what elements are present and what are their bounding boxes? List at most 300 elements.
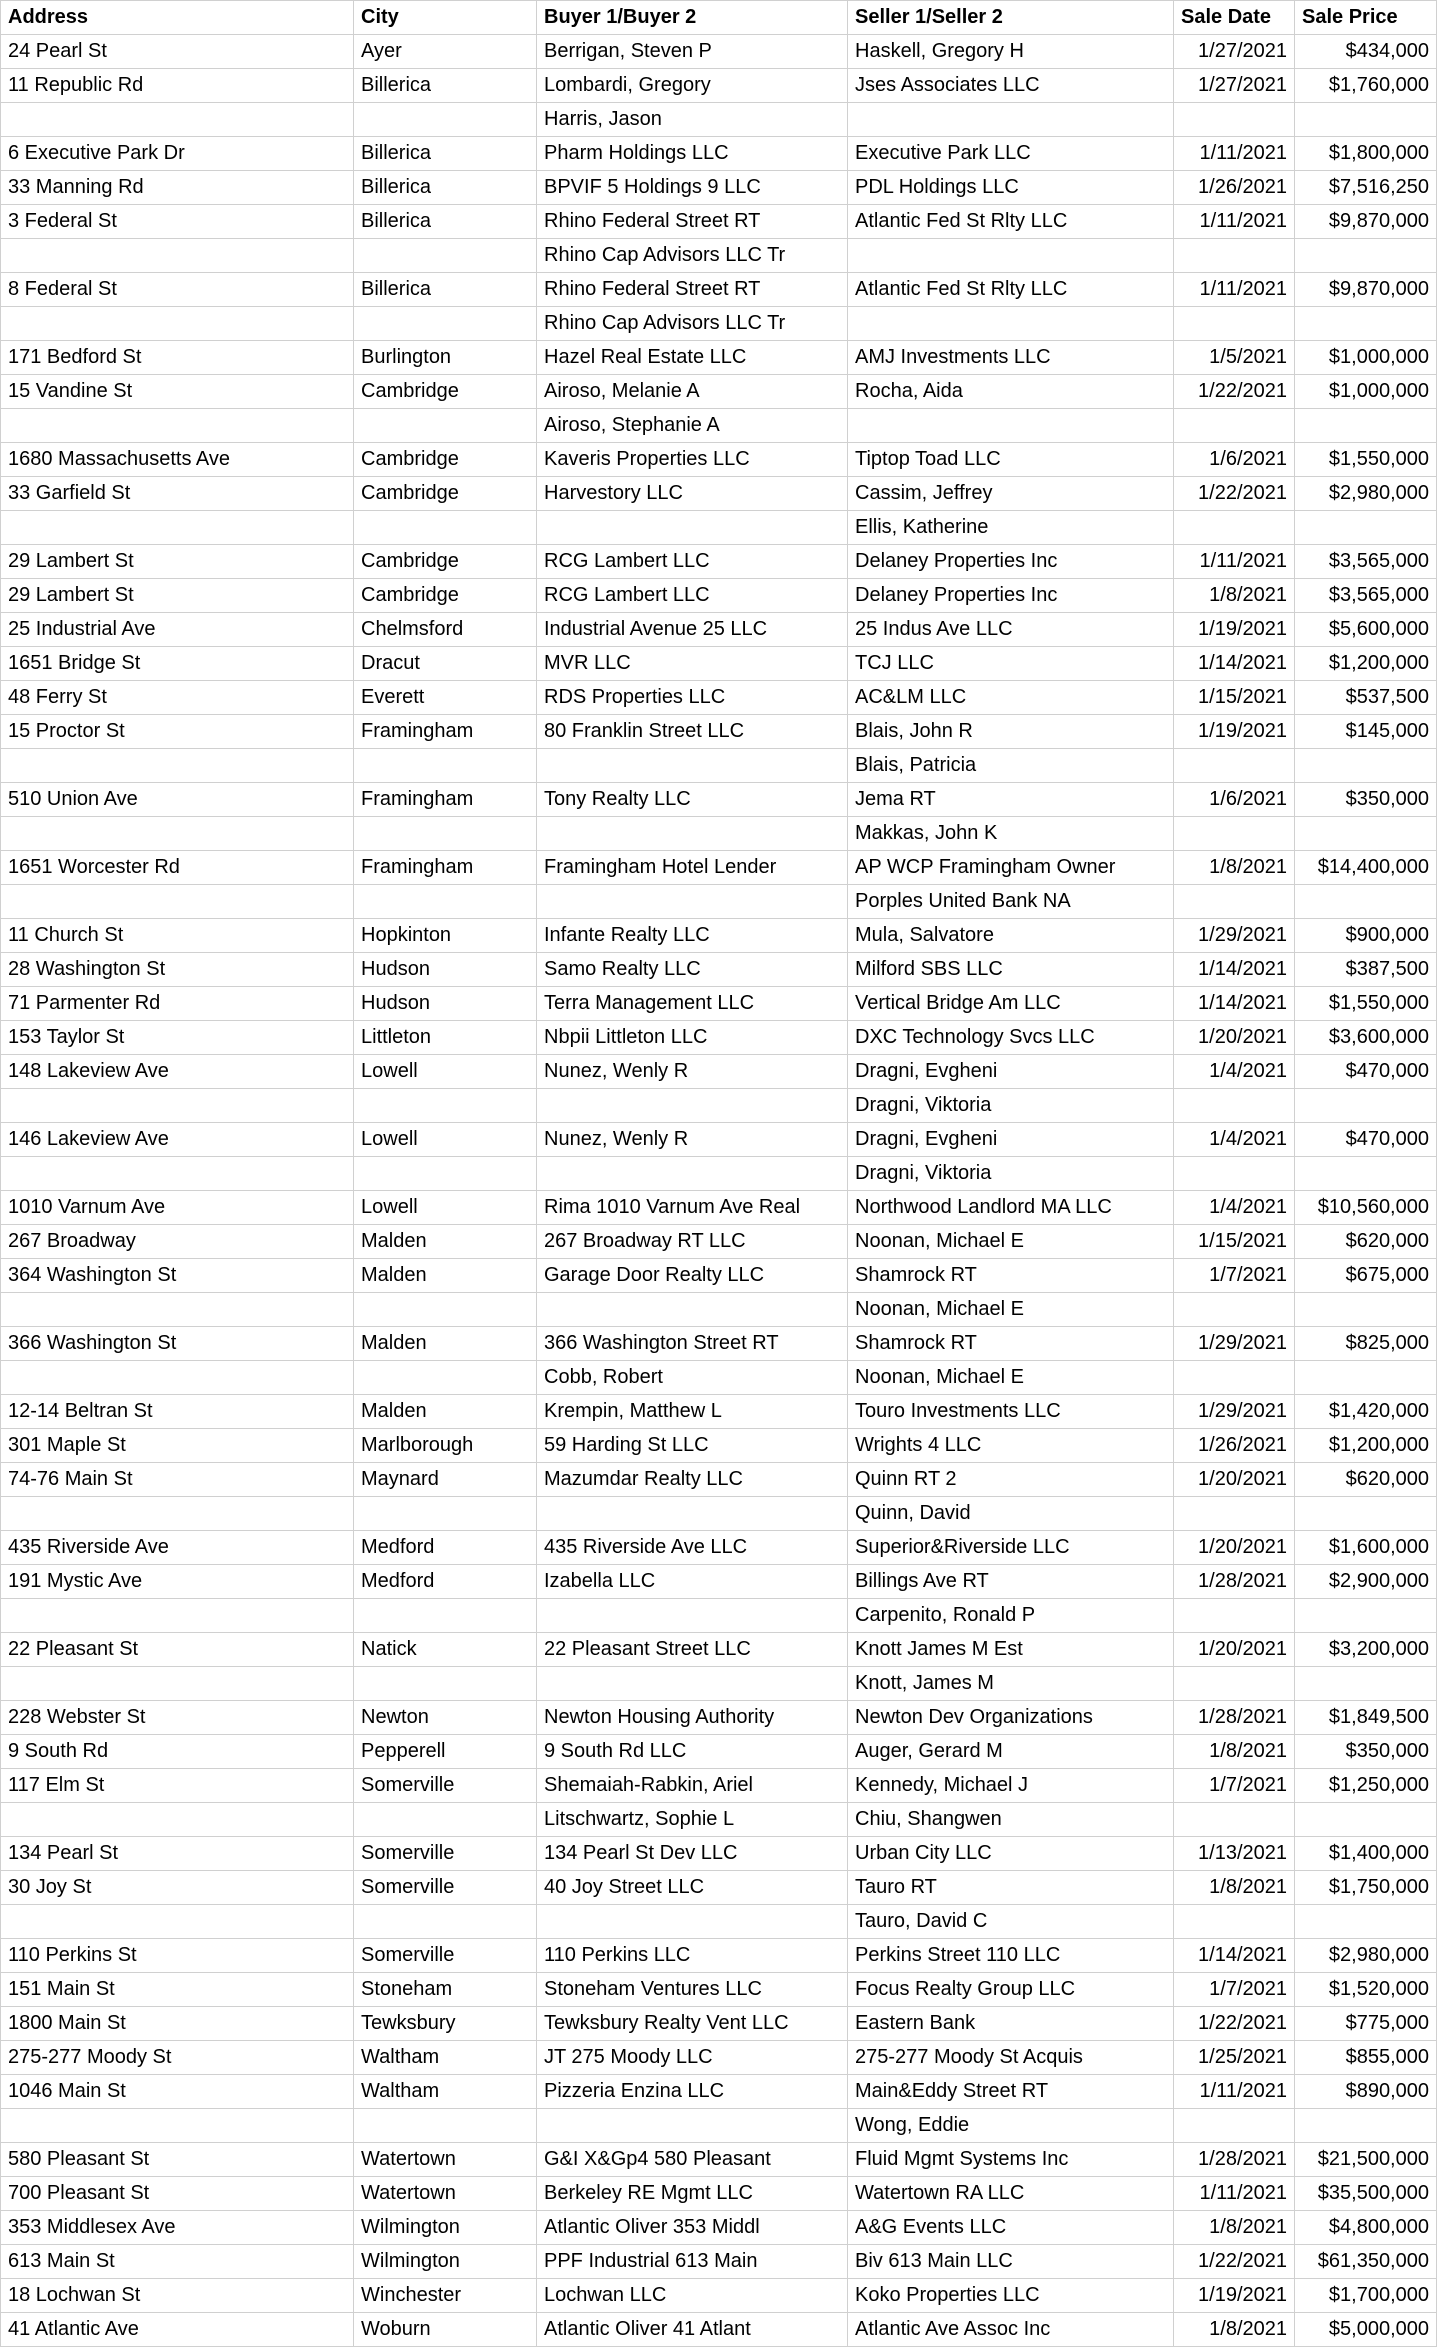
cell-address[interactable]: 580 Pleasant St [1, 2143, 354, 2177]
cell-address[interactable]: 151 Main St [1, 1973, 354, 2007]
cell-sellers[interactable]: Noonan, Michael E [848, 1225, 1174, 1259]
cell-city[interactable] [354, 1599, 537, 1633]
cell-sale_price[interactable] [1295, 409, 1437, 443]
cell-sellers[interactable]: Knott James M Est [848, 1633, 1174, 1667]
cell-address[interactable] [1, 511, 354, 545]
cell-sellers[interactable]: Dragni, Viktoria [848, 1089, 1174, 1123]
cell-address[interactable]: 24 Pearl St [1, 35, 354, 69]
cell-sale_price[interactable]: $387,500 [1295, 953, 1437, 987]
cell-address[interactable]: 28 Washington St [1, 953, 354, 987]
cell-sale_price[interactable]: $3,200,000 [1295, 1633, 1437, 1667]
cell-sale_price[interactable]: $434,000 [1295, 35, 1437, 69]
cell-sale_date[interactable] [1174, 409, 1295, 443]
cell-city[interactable]: Ayer [354, 35, 537, 69]
cell-sale_price[interactable]: $5,600,000 [1295, 613, 1437, 647]
cell-sale_date[interactable] [1174, 1599, 1295, 1633]
cell-sale_date[interactable]: 1/4/2021 [1174, 1055, 1295, 1089]
cell-buyers[interactable]: 267 Broadway RT LLC [537, 1225, 848, 1259]
cell-sellers[interactable]: AP WCP Framingham Owner [848, 851, 1174, 885]
cell-sale_date[interactable]: 1/28/2021 [1174, 1565, 1295, 1599]
cell-sale_date[interactable]: 1/27/2021 [1174, 69, 1295, 103]
cell-city[interactable] [354, 511, 537, 545]
cell-address[interactable]: 1651 Bridge St [1, 647, 354, 681]
cell-city[interactable] [354, 103, 537, 137]
cell-buyers[interactable]: 40 Joy Street LLC [537, 1871, 848, 1905]
cell-buyers[interactable] [537, 749, 848, 783]
cell-sale_price[interactable] [1295, 885, 1437, 919]
cell-city[interactable] [354, 409, 537, 443]
cell-buyers[interactable]: Tony Realty LLC [537, 783, 848, 817]
cell-city[interactable]: Billerica [354, 273, 537, 307]
cell-address[interactable]: 613 Main St [1, 2245, 354, 2279]
cell-city[interactable]: Billerica [354, 205, 537, 239]
cell-sale_price[interactable] [1295, 1089, 1437, 1123]
cell-sale_date[interactable]: 1/11/2021 [1174, 2075, 1295, 2109]
cell-address[interactable]: 1651 Worcester Rd [1, 851, 354, 885]
cell-city[interactable]: Somerville [354, 1837, 537, 1871]
cell-address[interactable]: 1010 Varnum Ave [1, 1191, 354, 1225]
cell-buyers[interactable]: Rhino Cap Advisors LLC Tr [537, 239, 848, 273]
cell-sellers[interactable]: Eastern Bank [848, 2007, 1174, 2041]
cell-sellers[interactable]: Noonan, Michael E [848, 1293, 1174, 1327]
cell-city[interactable]: Malden [354, 1395, 537, 1429]
cell-sale_price[interactable]: $1,760,000 [1295, 69, 1437, 103]
cell-address[interactable]: 15 Proctor St [1, 715, 354, 749]
cell-sale_price[interactable]: $1,520,000 [1295, 1973, 1437, 2007]
cell-sale_price[interactable] [1295, 103, 1437, 137]
cell-buyers[interactable] [537, 1905, 848, 1939]
cell-sellers[interactable]: Touro Investments LLC [848, 1395, 1174, 1429]
cell-address[interactable] [1, 1905, 354, 1939]
cell-address[interactable]: 364 Washington St [1, 1259, 354, 1293]
cell-address[interactable]: 275-277 Moody St [1, 2041, 354, 2075]
cell-city[interactable]: Woburn [354, 2313, 537, 2347]
cell-city[interactable]: Wilmington [354, 2245, 537, 2279]
cell-city[interactable]: Newton [354, 1701, 537, 1735]
cell-sale_date[interactable]: 1/6/2021 [1174, 783, 1295, 817]
cell-sale_price[interactable]: $9,870,000 [1295, 205, 1437, 239]
cell-address[interactable]: 48 Ferry St [1, 681, 354, 715]
cell-sellers[interactable] [848, 103, 1174, 137]
cell-buyers[interactable]: Pizzeria Enzina LLC [537, 2075, 848, 2109]
cell-sellers[interactable]: Mula, Salvatore [848, 919, 1174, 953]
cell-buyers[interactable]: MVR LLC [537, 647, 848, 681]
cell-city[interactable] [354, 749, 537, 783]
cell-sale_price[interactable] [1295, 1157, 1437, 1191]
cell-sale_price[interactable]: $470,000 [1295, 1055, 1437, 1089]
cell-sale_date[interactable] [1174, 1905, 1295, 1939]
cell-city[interactable]: Waltham [354, 2075, 537, 2109]
cell-sellers[interactable]: Auger, Gerard M [848, 1735, 1174, 1769]
cell-address[interactable]: 11 Republic Rd [1, 69, 354, 103]
cell-sale_date[interactable]: 1/7/2021 [1174, 1259, 1295, 1293]
cell-sale_price[interactable]: $2,900,000 [1295, 1565, 1437, 1599]
cell-address[interactable]: 41 Atlantic Ave [1, 2313, 354, 2347]
cell-sale_price[interactable]: $14,400,000 [1295, 851, 1437, 885]
cell-city[interactable]: Waltham [354, 2041, 537, 2075]
cell-address[interactable] [1, 885, 354, 919]
cell-sale_price[interactable] [1295, 1599, 1437, 1633]
cell-sale_date[interactable]: 1/8/2021 [1174, 1871, 1295, 1905]
cell-buyers[interactable]: Kaveris Properties LLC [537, 443, 848, 477]
cell-sale_date[interactable] [1174, 239, 1295, 273]
cell-address[interactable] [1, 1599, 354, 1633]
cell-sellers[interactable]: Superior&Riverside LLC [848, 1531, 1174, 1565]
cell-address[interactable] [1, 1803, 354, 1837]
cell-sellers[interactable]: Carpenito, Ronald P [848, 1599, 1174, 1633]
cell-buyers[interactable]: Lombardi, Gregory [537, 69, 848, 103]
cell-sellers[interactable]: Blais, John R [848, 715, 1174, 749]
cell-city[interactable] [354, 1667, 537, 1701]
cell-sale_price[interactable] [1295, 239, 1437, 273]
cell-address[interactable]: 435 Riverside Ave [1, 1531, 354, 1565]
cell-city[interactable]: Natick [354, 1633, 537, 1667]
cell-sellers[interactable] [848, 307, 1174, 341]
cell-city[interactable]: Stoneham [354, 1973, 537, 2007]
cell-sale_date[interactable] [1174, 2109, 1295, 2143]
cell-sale_date[interactable]: 1/14/2021 [1174, 647, 1295, 681]
cell-sale_price[interactable] [1295, 817, 1437, 851]
cell-sellers[interactable]: Atlantic Fed St Rlty LLC [848, 205, 1174, 239]
cell-buyers[interactable]: Izabella LLC [537, 1565, 848, 1599]
cell-sale_date[interactable] [1174, 885, 1295, 919]
cell-city[interactable]: Winchester [354, 2279, 537, 2313]
cell-buyers[interactable]: Samo Realty LLC [537, 953, 848, 987]
cell-city[interactable]: Billerica [354, 69, 537, 103]
cell-sale_price[interactable]: $2,980,000 [1295, 477, 1437, 511]
cell-buyers[interactable]: Tewksbury Realty Vent LLC [537, 2007, 848, 2041]
cell-address[interactable]: 33 Manning Rd [1, 171, 354, 205]
cell-buyers[interactable]: Framingham Hotel Lender [537, 851, 848, 885]
cell-address[interactable]: 228 Webster St [1, 1701, 354, 1735]
cell-sale_date[interactable]: 1/29/2021 [1174, 1327, 1295, 1361]
cell-sale_date[interactable]: 1/29/2021 [1174, 919, 1295, 953]
cell-address[interactable]: 117 Elm St [1, 1769, 354, 1803]
cell-buyers[interactable]: BPVIF 5 Holdings 9 LLC [537, 171, 848, 205]
cell-address[interactable]: 1680 Massachusetts Ave [1, 443, 354, 477]
cell-buyers[interactable] [537, 1497, 848, 1531]
cell-sale_price[interactable]: $675,000 [1295, 1259, 1437, 1293]
cell-sellers[interactable]: Northwood Landlord MA LLC [848, 1191, 1174, 1225]
cell-buyers[interactable]: RCG Lambert LLC [537, 545, 848, 579]
cell-city[interactable]: Littleton [354, 1021, 537, 1055]
cell-address[interactable]: 171 Bedford St [1, 341, 354, 375]
cell-buyers[interactable] [537, 1089, 848, 1123]
cell-buyers[interactable]: G&I X&Gp4 580 Pleasant [537, 2143, 848, 2177]
cell-sellers[interactable]: Perkins Street 110 LLC [848, 1939, 1174, 1973]
cell-sale_price[interactable] [1295, 1803, 1437, 1837]
cell-buyers[interactable]: RDS Properties LLC [537, 681, 848, 715]
cell-address[interactable]: 134 Pearl St [1, 1837, 354, 1871]
cell-sellers[interactable]: Quinn, David [848, 1497, 1174, 1531]
cell-sale_date[interactable]: 1/11/2021 [1174, 2177, 1295, 2211]
cell-sale_price[interactable]: $775,000 [1295, 2007, 1437, 2041]
cell-sale_price[interactable]: $890,000 [1295, 2075, 1437, 2109]
cell-sale_date[interactable]: 1/25/2021 [1174, 2041, 1295, 2075]
cell-city[interactable]: Hudson [354, 953, 537, 987]
cell-sellers[interactable]: TCJ LLC [848, 647, 1174, 681]
cell-sale_price[interactable]: $7,516,250 [1295, 171, 1437, 205]
cell-sale_date[interactable]: 1/15/2021 [1174, 1225, 1295, 1259]
cell-buyers[interactable]: Industrial Avenue 25 LLC [537, 613, 848, 647]
cell-sellers[interactable]: DXC Technology Svcs LLC [848, 1021, 1174, 1055]
cell-city[interactable]: Lowell [354, 1055, 537, 1089]
cell-buyers[interactable]: Litschwartz, Sophie L [537, 1803, 848, 1837]
cell-address[interactable]: 15 Vandine St [1, 375, 354, 409]
cell-sellers[interactable]: Dragni, Evgheni [848, 1055, 1174, 1089]
cell-buyers[interactable]: PPF Industrial 613 Main [537, 2245, 848, 2279]
cell-address[interactable]: 11 Church St [1, 919, 354, 953]
cell-sale_price[interactable] [1295, 1497, 1437, 1531]
cell-buyers[interactable]: 134 Pearl St Dev LLC [537, 1837, 848, 1871]
cell-buyers[interactable]: Garage Door Realty LLC [537, 1259, 848, 1293]
cell-city[interactable]: Maynard [354, 1463, 537, 1497]
cell-sellers[interactable]: Fluid Mgmt Systems Inc [848, 2143, 1174, 2177]
cell-buyers[interactable]: Nunez, Wenly R [537, 1055, 848, 1089]
cell-sale_date[interactable]: 1/29/2021 [1174, 1395, 1295, 1429]
cell-address[interactable]: 267 Broadway [1, 1225, 354, 1259]
cell-city[interactable]: Cambridge [354, 477, 537, 511]
cell-buyers[interactable]: Krempin, Matthew L [537, 1395, 848, 1429]
cell-sale_price[interactable]: $9,870,000 [1295, 273, 1437, 307]
cell-city[interactable]: Cambridge [354, 375, 537, 409]
cell-address[interactable]: 8 Federal St [1, 273, 354, 307]
cell-sale_price[interactable]: $1,200,000 [1295, 647, 1437, 681]
cell-city[interactable] [354, 239, 537, 273]
cell-sale_price[interactable] [1295, 2109, 1437, 2143]
cell-sellers[interactable]: Shamrock RT [848, 1259, 1174, 1293]
column-header-address[interactable]: Address [1, 1, 354, 35]
cell-sale_date[interactable]: 1/11/2021 [1174, 545, 1295, 579]
cell-sale_date[interactable]: 1/15/2021 [1174, 681, 1295, 715]
cell-address[interactable]: 29 Lambert St [1, 545, 354, 579]
cell-address[interactable] [1, 307, 354, 341]
cell-sale_date[interactable]: 1/14/2021 [1174, 987, 1295, 1021]
cell-sale_date[interactable]: 1/11/2021 [1174, 205, 1295, 239]
cell-sale_price[interactable]: $1,550,000 [1295, 443, 1437, 477]
cell-sale_price[interactable]: $4,800,000 [1295, 2211, 1437, 2245]
cell-sale_date[interactable] [1174, 1497, 1295, 1531]
cell-sale_price[interactable]: $1,420,000 [1295, 1395, 1437, 1429]
cell-sale_price[interactable]: $3,600,000 [1295, 1021, 1437, 1055]
cell-sale_price[interactable]: $470,000 [1295, 1123, 1437, 1157]
cell-city[interactable] [354, 1803, 537, 1837]
cell-city[interactable]: Somerville [354, 1939, 537, 1973]
column-header-sellers[interactable]: Seller 1/Seller 2 [848, 1, 1174, 35]
cell-sale_price[interactable] [1295, 1905, 1437, 1939]
cell-city[interactable]: Cambridge [354, 443, 537, 477]
cell-sellers[interactable]: 25 Indus Ave LLC [848, 613, 1174, 647]
cell-buyers[interactable]: Rhino Federal Street RT [537, 205, 848, 239]
cell-sale_price[interactable] [1295, 749, 1437, 783]
cell-address[interactable]: 110 Perkins St [1, 1939, 354, 1973]
cell-address[interactable]: 25 Industrial Ave [1, 613, 354, 647]
cell-sale_price[interactable]: $900,000 [1295, 919, 1437, 953]
cell-city[interactable]: Billerica [354, 137, 537, 171]
cell-address[interactable]: 366 Washington St [1, 1327, 354, 1361]
cell-city[interactable]: Dracut [354, 647, 537, 681]
cell-address[interactable] [1, 817, 354, 851]
cell-address[interactable]: 510 Union Ave [1, 783, 354, 817]
cell-sale_price[interactable] [1295, 511, 1437, 545]
cell-sale_date[interactable]: 1/6/2021 [1174, 443, 1295, 477]
cell-address[interactable]: 191 Mystic Ave [1, 1565, 354, 1599]
cell-city[interactable]: Somerville [354, 1769, 537, 1803]
cell-address[interactable]: 71 Parmenter Rd [1, 987, 354, 1021]
cell-sale_price[interactable]: $145,000 [1295, 715, 1437, 749]
cell-buyers[interactable]: 80 Franklin Street LLC [537, 715, 848, 749]
cell-buyers[interactable]: Airoso, Melanie A [537, 375, 848, 409]
cell-buyers[interactable]: 110 Perkins LLC [537, 1939, 848, 1973]
cell-sale_date[interactable]: 1/20/2021 [1174, 1463, 1295, 1497]
cell-buyers[interactable]: Stoneham Ventures LLC [537, 1973, 848, 2007]
cell-city[interactable]: Framingham [354, 715, 537, 749]
cell-sellers[interactable]: Billings Ave RT [848, 1565, 1174, 1599]
cell-sellers[interactable]: AMJ Investments LLC [848, 341, 1174, 375]
cell-city[interactable]: Hudson [354, 987, 537, 1021]
cell-buyers[interactable]: 435 Riverside Ave LLC [537, 1531, 848, 1565]
cell-sellers[interactable]: Kennedy, Michael J [848, 1769, 1174, 1803]
cell-buyers[interactable]: Cobb, Robert [537, 1361, 848, 1395]
cell-sale_price[interactable] [1295, 1293, 1437, 1327]
cell-sale_date[interactable] [1174, 749, 1295, 783]
cell-buyers[interactable]: Atlantic Oliver 353 Middl [537, 2211, 848, 2245]
cell-sale_date[interactable]: 1/5/2021 [1174, 341, 1295, 375]
cell-address[interactable]: 153 Taylor St [1, 1021, 354, 1055]
cell-sellers[interactable]: Wong, Eddie [848, 2109, 1174, 2143]
cell-sale_price[interactable]: $1,400,000 [1295, 1837, 1437, 1871]
cell-sale_date[interactable]: 1/27/2021 [1174, 35, 1295, 69]
cell-sale_date[interactable]: 1/19/2021 [1174, 2279, 1295, 2313]
cell-city[interactable] [354, 1157, 537, 1191]
cell-sale_price[interactable]: $537,500 [1295, 681, 1437, 715]
cell-sellers[interactable]: Jses Associates LLC [848, 69, 1174, 103]
column-header-city[interactable]: City [354, 1, 537, 35]
cell-address[interactable] [1, 239, 354, 273]
cell-address[interactable] [1, 1667, 354, 1701]
cell-sellers[interactable]: Tiptop Toad LLC [848, 443, 1174, 477]
cell-sale_date[interactable] [1174, 103, 1295, 137]
cell-sale_price[interactable]: $10,560,000 [1295, 1191, 1437, 1225]
cell-address[interactable]: 1046 Main St [1, 2075, 354, 2109]
cell-city[interactable] [354, 307, 537, 341]
cell-sellers[interactable]: Cassim, Jeffrey [848, 477, 1174, 511]
cell-city[interactable]: Malden [354, 1327, 537, 1361]
cell-city[interactable] [354, 1497, 537, 1531]
cell-sale_price[interactable]: $1,750,000 [1295, 1871, 1437, 1905]
cell-city[interactable]: Watertown [354, 2177, 537, 2211]
cell-address[interactable]: 148 Lakeview Ave [1, 1055, 354, 1089]
cell-city[interactable]: Malden [354, 1259, 537, 1293]
cell-sale_date[interactable]: 1/14/2021 [1174, 953, 1295, 987]
cell-address[interactable]: 301 Maple St [1, 1429, 354, 1463]
cell-sellers[interactable]: Tauro, David C [848, 1905, 1174, 1939]
column-header-sale-price[interactable]: Sale Price [1295, 1, 1437, 35]
cell-sale_date[interactable]: 1/22/2021 [1174, 477, 1295, 511]
cell-sellers[interactable]: AC&LM LLC [848, 681, 1174, 715]
cell-address[interactable]: 33 Garfield St [1, 477, 354, 511]
cell-sale_price[interactable]: $1,849,500 [1295, 1701, 1437, 1735]
cell-sale_date[interactable]: 1/11/2021 [1174, 137, 1295, 171]
cell-sale_price[interactable]: $1,550,000 [1295, 987, 1437, 1021]
cell-sale_date[interactable]: 1/26/2021 [1174, 171, 1295, 205]
cell-city[interactable]: Framingham [354, 851, 537, 885]
cell-address[interactable]: 30 Joy St [1, 1871, 354, 1905]
cell-buyers[interactable]: Shemaiah-Rabkin, Ariel [537, 1769, 848, 1803]
cell-buyers[interactable]: Lochwan LLC [537, 2279, 848, 2313]
cell-buyers[interactable] [537, 817, 848, 851]
cell-sale_price[interactable]: $350,000 [1295, 1735, 1437, 1769]
cell-buyers[interactable]: Terra Management LLC [537, 987, 848, 1021]
cell-sale_date[interactable]: 1/26/2021 [1174, 1429, 1295, 1463]
cell-sellers[interactable]: Tauro RT [848, 1871, 1174, 1905]
cell-buyers[interactable]: JT 275 Moody LLC [537, 2041, 848, 2075]
cell-address[interactable]: 29 Lambert St [1, 579, 354, 613]
cell-sale_date[interactable]: 1/4/2021 [1174, 1191, 1295, 1225]
cell-sellers[interactable]: Main&Eddy Street RT [848, 2075, 1174, 2109]
cell-sale_date[interactable] [1174, 1361, 1295, 1395]
cell-sellers[interactable]: 275-277 Moody St Acquis [848, 2041, 1174, 2075]
cell-sale_date[interactable]: 1/8/2021 [1174, 851, 1295, 885]
cell-address[interactable]: 22 Pleasant St [1, 1633, 354, 1667]
cell-sale_date[interactable]: 1/22/2021 [1174, 2245, 1295, 2279]
cell-sale_date[interactable]: 1/22/2021 [1174, 2007, 1295, 2041]
cell-sale_price[interactable]: $1,000,000 [1295, 375, 1437, 409]
cell-sale_date[interactable] [1174, 817, 1295, 851]
cell-buyers[interactable]: Hazel Real Estate LLC [537, 341, 848, 375]
cell-sellers[interactable]: PDL Holdings LLC [848, 171, 1174, 205]
cell-sale_date[interactable]: 1/13/2021 [1174, 1837, 1295, 1871]
cell-city[interactable]: Cambridge [354, 579, 537, 613]
cell-address[interactable] [1, 1157, 354, 1191]
cell-sale_price[interactable]: $825,000 [1295, 1327, 1437, 1361]
cell-sellers[interactable]: Milford SBS LLC [848, 953, 1174, 987]
cell-address[interactable] [1, 749, 354, 783]
cell-sale_date[interactable] [1174, 1667, 1295, 1701]
cell-buyers[interactable]: Pharm Holdings LLC [537, 137, 848, 171]
cell-sellers[interactable]: Atlantic Ave Assoc Inc [848, 2313, 1174, 2347]
cell-sellers[interactable]: Makkas, John K [848, 817, 1174, 851]
cell-buyers[interactable]: Rhino Cap Advisors LLC Tr [537, 307, 848, 341]
cell-buyers[interactable]: Berrigan, Steven P [537, 35, 848, 69]
cell-city[interactable]: Chelmsford [354, 613, 537, 647]
cell-city[interactable]: Watertown [354, 2143, 537, 2177]
cell-sellers[interactable]: Biv 613 Main LLC [848, 2245, 1174, 2279]
cell-buyers[interactable]: 59 Harding St LLC [537, 1429, 848, 1463]
cell-sellers[interactable]: Wrights 4 LLC [848, 1429, 1174, 1463]
cell-sellers[interactable]: A&G Events LLC [848, 2211, 1174, 2245]
cell-buyers[interactable]: 22 Pleasant Street LLC [537, 1633, 848, 1667]
cell-buyers[interactable]: RCG Lambert LLC [537, 579, 848, 613]
cell-sale_price[interactable] [1295, 1667, 1437, 1701]
cell-sellers[interactable]: Chiu, Shangwen [848, 1803, 1174, 1837]
cell-sale_price[interactable]: $1,800,000 [1295, 137, 1437, 171]
cell-sale_date[interactable] [1174, 1089, 1295, 1123]
cell-city[interactable]: Marlborough [354, 1429, 537, 1463]
cell-sale_date[interactable] [1174, 511, 1295, 545]
cell-sale_date[interactable]: 1/7/2021 [1174, 1973, 1295, 2007]
cell-address[interactable] [1, 409, 354, 443]
cell-sellers[interactable]: Dragni, Evgheni [848, 1123, 1174, 1157]
cell-address[interactable]: 6 Executive Park Dr [1, 137, 354, 171]
cell-sellers[interactable]: Vertical Bridge Am LLC [848, 987, 1174, 1021]
cell-city[interactable] [354, 817, 537, 851]
cell-buyers[interactable]: Infante Realty LLC [537, 919, 848, 953]
cell-address[interactable]: 146 Lakeview Ave [1, 1123, 354, 1157]
cell-sale_price[interactable]: $1,000,000 [1295, 341, 1437, 375]
cell-sellers[interactable]: Urban City LLC [848, 1837, 1174, 1871]
cell-sale_date[interactable]: 1/19/2021 [1174, 715, 1295, 749]
